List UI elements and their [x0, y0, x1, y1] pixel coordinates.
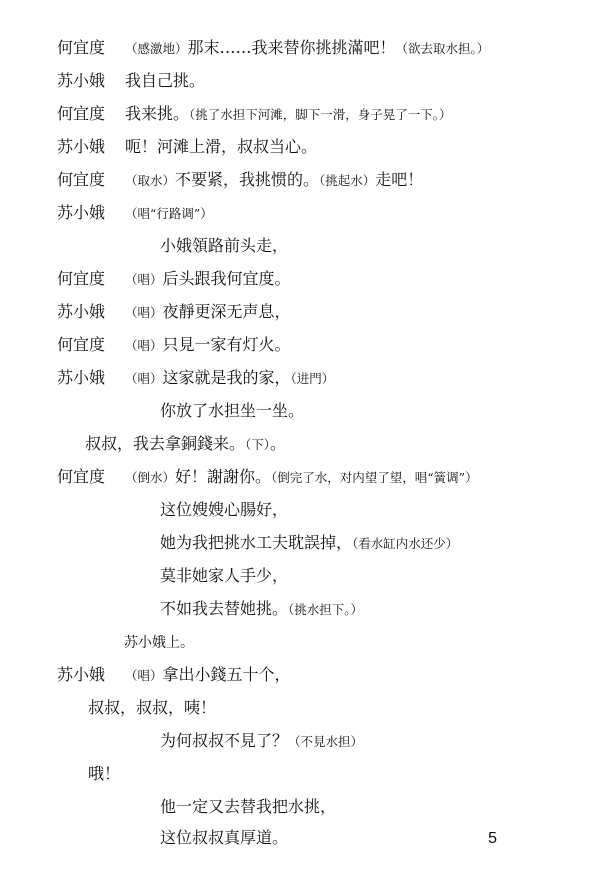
- line-1: [57, 38, 489, 59]
- dialogue-text: 莫非她家人手少，: [160, 566, 289, 585]
- stage-direction: （下）: [245, 437, 271, 452]
- line-21: [88, 698, 216, 718]
- dialogue-text: 我自己挑。: [125, 71, 206, 90]
- stage-direction: （唱）: [125, 305, 163, 320]
- stage-direction: （取水）: [125, 173, 176, 188]
- dialogue-text: 拿出小錢五十个，: [162, 665, 291, 684]
- dialogue-text: 叔叔，叔叔，咦！: [88, 698, 217, 717]
- dialogue-text: 不如我去替她挑。: [160, 599, 289, 618]
- stage-direction: （挑了水担下河滩，脚下一滑，身子晃了一下。）: [189, 107, 452, 122]
- dialogue-text: 小娥領路前头走，: [160, 236, 289, 255]
- speaker-label: 苏小娥: [57, 302, 106, 321]
- stage-direction: （感激地）: [125, 41, 188, 56]
- line-12: [160, 401, 304, 421]
- line-3: [57, 104, 452, 125]
- line-23: [88, 764, 120, 784]
- line-22: [160, 731, 363, 752]
- speaker-label: 苏小娥: [57, 368, 106, 387]
- stage-direction: （看水缸内水还少）: [352, 536, 459, 551]
- line-6: [57, 203, 213, 224]
- dialogue-text: 这位嫂嫂心腸好，: [160, 500, 289, 519]
- line-14: [57, 467, 478, 488]
- dialogue-text: 为何叔叔不見了？: [160, 731, 289, 750]
- line-20: [57, 665, 291, 686]
- dialogue-text: 后头跟我何宜度。: [162, 269, 291, 288]
- stage-direction: （不見水担）: [288, 734, 364, 749]
- speaker-label: 何宜度: [57, 269, 106, 288]
- speaker-label: 何宜度: [57, 467, 106, 486]
- line-17: [160, 566, 288, 586]
- stage-direction: （倒水）: [125, 470, 176, 485]
- stage-direction: （唱）: [125, 371, 163, 386]
- stage-direction: （进門）: [290, 371, 335, 386]
- dialogue-text: 这家就是我的家，: [162, 368, 291, 387]
- dialogue-text: 这位叔叔真厚道。: [160, 828, 289, 847]
- speaker-label: 何宜度: [57, 170, 106, 189]
- line-24: [160, 797, 336, 817]
- stage-direction: （倒完了水，对内望了望，唱“簧调”）: [271, 470, 478, 485]
- stage-direction: 苏小娥上。: [124, 635, 194, 651]
- dialogue-text: 你放了水担坐一坐。: [160, 401, 305, 420]
- stage-direction: （唱）: [125, 272, 163, 287]
- speaker-label: 何宜度: [57, 104, 106, 123]
- dialogue-text: 走吧！: [375, 170, 424, 189]
- dialogue-text: 他一定又去替我把水挑，: [160, 797, 337, 816]
- line-2: [57, 71, 205, 91]
- line-8: [57, 269, 291, 290]
- dialogue-text: 只見一家有灯火。: [162, 335, 291, 354]
- page-number: 5: [488, 830, 497, 847]
- speaker-label: 苏小娥: [57, 137, 106, 156]
- stage-direction: （挑水担下。）: [288, 602, 364, 617]
- dialogue-text: 叔叔，我去拿銅錢来。: [85, 434, 246, 453]
- dialogue-text: 。: [270, 434, 287, 453]
- line-11: [57, 368, 334, 389]
- stage-direction: “行路调”）: [150, 206, 213, 221]
- dialogue-text: 哦！: [88, 764, 121, 783]
- stage-direction: （挑起水）: [319, 173, 376, 188]
- speaker-label: 苏小娥: [57, 665, 106, 684]
- line-7: [160, 236, 288, 256]
- line-25: [160, 828, 288, 848]
- dialogue-text: 我来挑。: [125, 104, 190, 123]
- dialogue-text: 不要紧，我挑惯的。: [175, 170, 320, 189]
- dialogue-text: 好！謝謝你。: [175, 467, 272, 486]
- dialogue-text: 她为我把挑水工夫耽誤掉，: [160, 533, 353, 552]
- line-16: [160, 533, 458, 554]
- line-13: [85, 434, 286, 455]
- line-15: [160, 500, 288, 520]
- line-5: [57, 170, 423, 191]
- stage-direction: （唱）: [125, 668, 163, 683]
- line-19: [124, 632, 194, 653]
- stage-direction: （唱）: [125, 338, 163, 353]
- speaker-label: 何宜度: [57, 335, 106, 354]
- dialogue-text: 那末……我来替你挑挑滿吧！: [187, 38, 396, 57]
- line-18: [160, 599, 363, 620]
- stage-direction: （欲去取水担。）: [395, 41, 490, 56]
- dialogue-text: 呃！河滩上滑，叔叔当心。: [125, 137, 318, 156]
- line-4: [57, 137, 317, 157]
- speaker-label: 苏小娥: [57, 203, 106, 222]
- stage-direction: （唱: [125, 206, 151, 221]
- line-10: [57, 335, 291, 356]
- line-9: [57, 302, 291, 323]
- speaker-label: 苏小娥: [57, 71, 106, 90]
- speaker-label: 何宜度: [57, 38, 106, 57]
- dialogue-text: 夜靜更深无声息，: [162, 302, 291, 321]
